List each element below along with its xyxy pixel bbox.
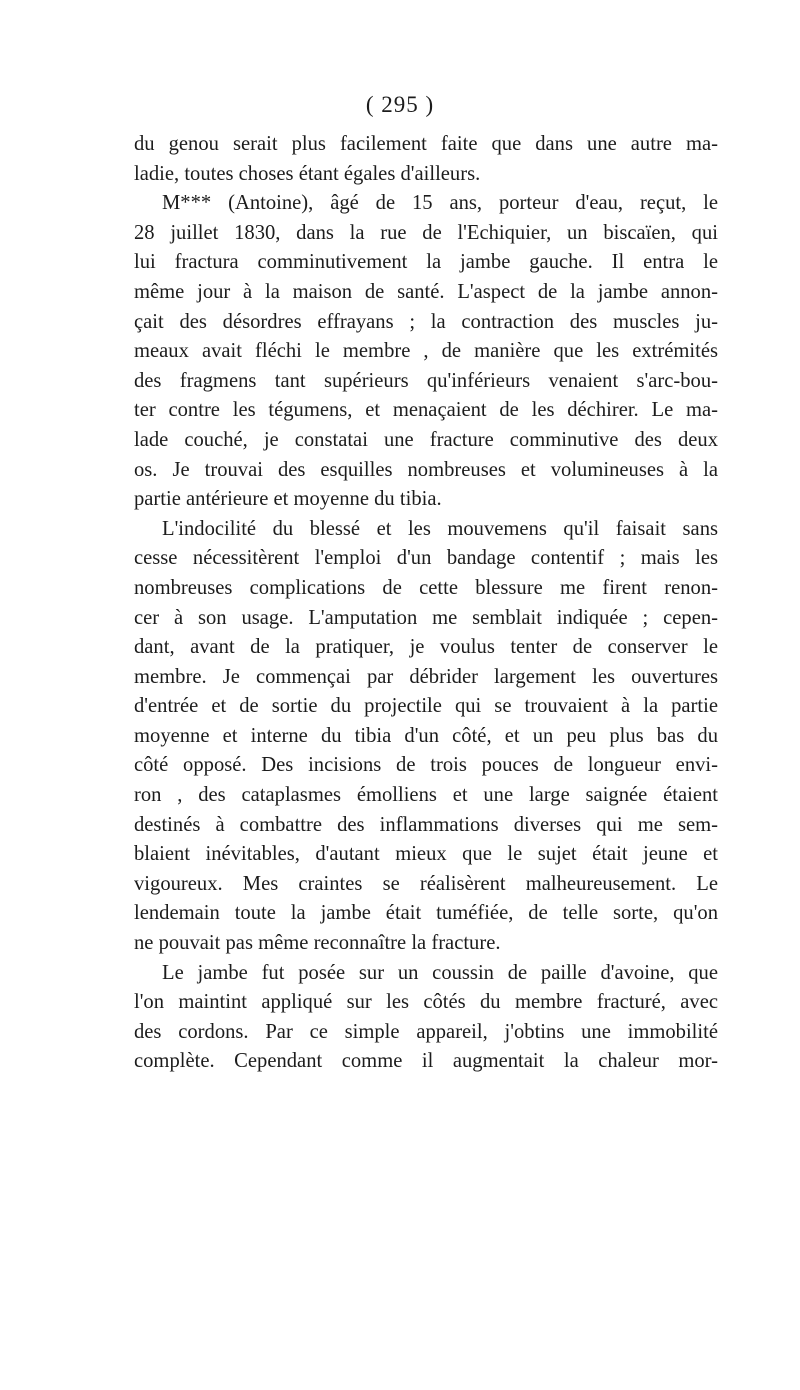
text-line: l'on maintint appliqué sur les côtés du membre fracturé, avec: [134, 991, 718, 1014]
text-line: ron , des cataplasmes émolliens et une large saignée étaient: [134, 784, 718, 807]
text-line: destinés à combattre des inflammations diverses qui me sem-: [134, 813, 718, 836]
text-line: çait des désordres effrayans ; la contraction des muscles ju-: [134, 310, 718, 333]
text-line: dant, avant de la pratiquer, je voulus tenter de conserver le: [134, 636, 718, 659]
body-text: [134, 130, 718, 1077]
text-line: partie antérieure et moyenne du tibia.: [134, 488, 442, 511]
text-line: lui fractura comminutivement la jambe gauche. Il entra le: [134, 251, 718, 274]
text-line: M*** (Antoine), âgé de 15 ans, porteur d'eau, reçut, le: [162, 192, 718, 215]
text-line: moyenne et interne du tibia d'un côté, et un peu plus bas du: [134, 724, 718, 747]
text-line: meaux avait fléchi le membre , de manière que les extrémités: [134, 340, 718, 363]
text-line: nombreuses complications de cette blessure me firent renon-: [134, 576, 718, 599]
text-line: vigoureux. Mes craintes se réalisèrent malheureusement. Le: [134, 872, 718, 895]
text-line: ne pouvait pas même reconnaître la fracture.: [134, 932, 501, 955]
text-line: cer à son usage. L'amputation me semblait indiquée ; cepen-: [134, 606, 718, 629]
page-number: ( 295 ): [365, 92, 435, 117]
text-line: 28 juillet 1830, dans la rue de l'Echiquier, un biscaïen, qui: [134, 221, 718, 244]
text-line: du genou serait plus facilement faite que dans une autre ma-: [134, 133, 718, 155]
text-line: L'indocilité du blessé et les mouvemens qu'il faisait sans: [162, 517, 718, 540]
text-line: cesse nécessitèrent l'emploi d'un bandage contentif ; mais les: [134, 547, 718, 570]
text-line: membre. Je commençai par débrider largement les ouvertures: [134, 665, 718, 688]
text-line: blaient inévitables, d'autant mieux que le sujet était jeune et: [134, 843, 718, 866]
text-line: lendemain toute la jambe était tuméfiée, de telle sorte, qu'on: [134, 902, 718, 925]
text-line: lade couché, je constatai une fracture comminutive des deux: [134, 428, 718, 451]
text-line: ladie, toutes choses étant égales d'ailleurs.: [134, 162, 481, 185]
text-line: côté opposé. Des incisions de trois pouces de longueur envi-: [134, 754, 718, 777]
text-line: ter contre les tégumens, et menaçaient de les déchirer. Le ma-: [134, 399, 718, 422]
text-line: des cordons. Par ce simple appareil, j'obtins une immobilité: [134, 1020, 718, 1043]
text-line: os. Je trouvai des esquilles nombreuses et volumineuses à la: [134, 458, 718, 481]
text-line: des fragmens tant supérieurs qu'inférieurs venaient s'arc-bou-: [134, 369, 718, 392]
text-line: Le jambe fut posée sur un coussin de paille d'avoine, que: [162, 961, 718, 984]
text-line: d'entrée et de sortie du projectile qui se trouvaient à la partie: [134, 695, 718, 718]
text-line: complète. Cependant comme il augmentait la chaleur mor-: [134, 1050, 718, 1073]
text-line: même jour à la maison de santé. L'aspect de la jambe annon-: [134, 280, 718, 303]
